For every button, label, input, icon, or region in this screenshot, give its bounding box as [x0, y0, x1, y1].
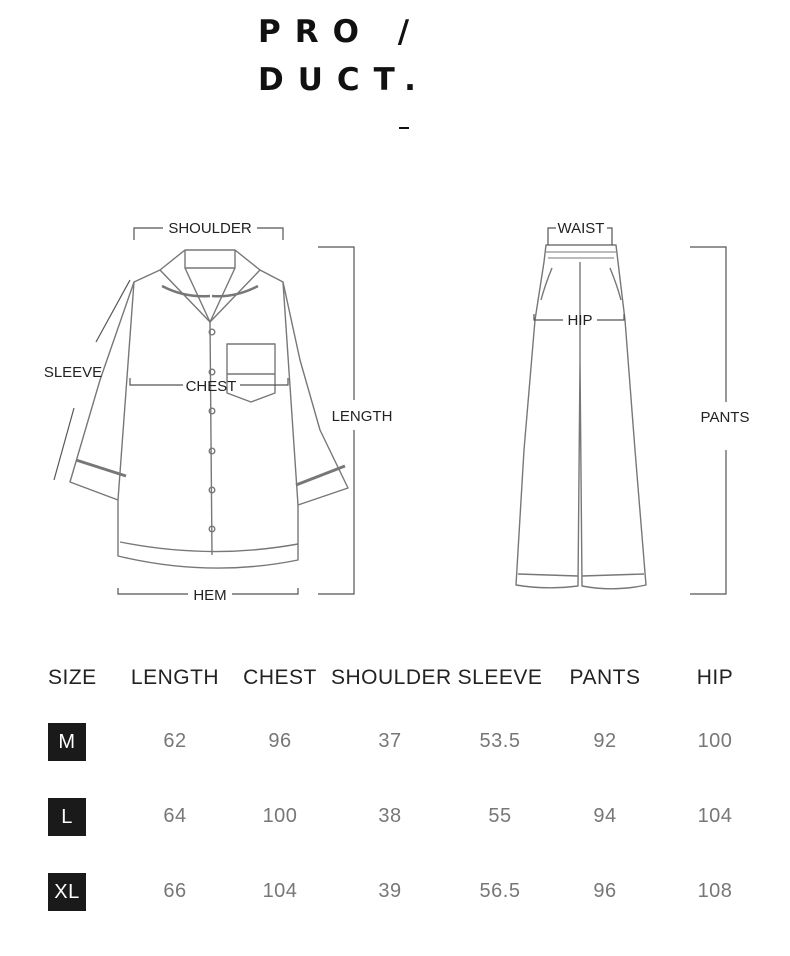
- length-value: 64: [163, 805, 187, 827]
- chest-value: 104: [262, 880, 298, 902]
- hip-value: 108: [697, 880, 733, 902]
- chest-value: 100: [262, 805, 298, 827]
- header-size: SIZE: [48, 666, 97, 689]
- length-value: 62: [163, 730, 187, 752]
- pants-value: 96: [593, 880, 617, 902]
- brand-title-line-1: PRO /: [258, 14, 424, 50]
- header-pants: PANTS: [569, 666, 641, 689]
- pants-value: 92: [593, 730, 617, 752]
- length-label: LENGTH: [331, 408, 393, 425]
- shirt-illustration: [70, 250, 348, 568]
- pants-label: PANTS: [700, 409, 750, 426]
- chest-label: CHEST: [185, 378, 237, 395]
- shoulder-value: 37: [378, 730, 402, 752]
- hip-value: 100: [697, 730, 733, 752]
- table-row: [40, 704, 770, 779]
- header-length: LENGTH: [130, 666, 220, 689]
- shoulder-value: 39: [378, 880, 402, 902]
- header-chest: CHEST: [243, 666, 317, 689]
- shoulder-label: SHOULDER: [168, 220, 252, 237]
- size-badge: M: [48, 723, 86, 761]
- length-value: 66: [163, 880, 187, 902]
- chest-value: 96: [268, 730, 292, 752]
- hip-value: 104: [697, 805, 733, 827]
- sleeve-value: 55: [488, 805, 512, 827]
- pants-illustration: [516, 245, 646, 589]
- header-hip: HIP: [696, 666, 734, 689]
- size-badge: L: [48, 798, 86, 836]
- sleeve-value: 56.5: [479, 880, 521, 902]
- table-row: [40, 854, 770, 929]
- brand-title-line-2: DUCT.: [258, 62, 430, 98]
- hip-label: HIP: [567, 312, 593, 329]
- sleeve-label: SLEEVE: [43, 364, 103, 381]
- sleeve-value: 53.5: [479, 730, 521, 752]
- table-row: [40, 779, 770, 854]
- shoulder-value: 38: [378, 805, 402, 827]
- size-badge: XL: [48, 873, 86, 911]
- waist-label: WAIST: [557, 220, 605, 237]
- header-sleeve: SLEEVE: [457, 666, 543, 689]
- pants-value: 94: [593, 805, 617, 827]
- hem-label: HEM: [193, 587, 227, 604]
- header-shoulder: SHOULDER: [331, 666, 452, 689]
- size-chart-table: [40, 652, 770, 929]
- size-chart-header-row: [40, 652, 770, 704]
